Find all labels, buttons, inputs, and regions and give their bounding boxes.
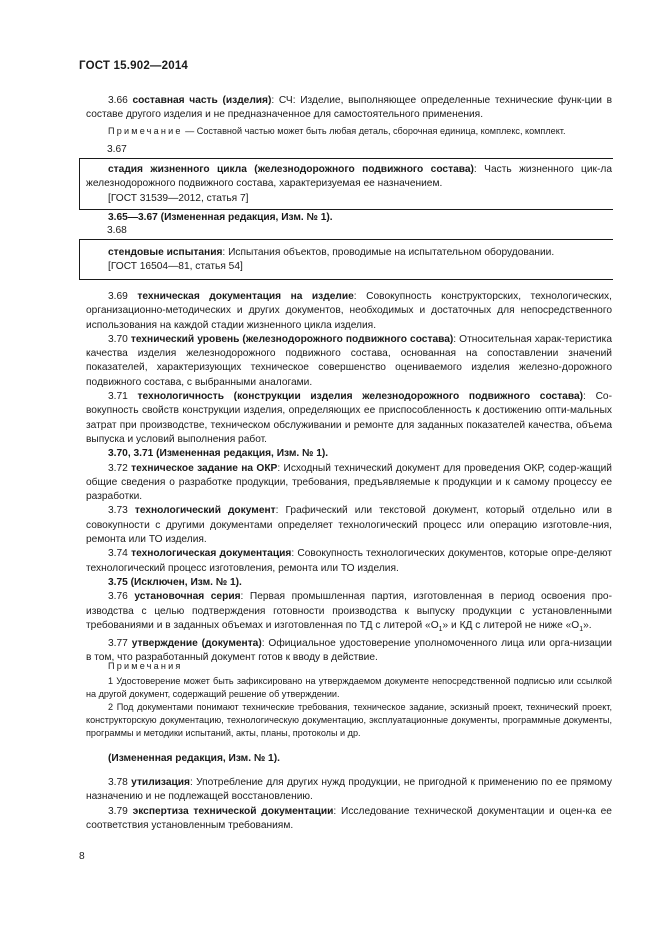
definition: : Испытания объектов, проводимые на испытательном оборудовании. [222, 247, 555, 258]
clause-3-69: 3.69 техническая документация на изделие: Совокупность конструкторских, технологических, организационно-методических и других документов, необходимых и достаточных для непосредственного использования на каждой стадии жизненного цикла изделия. [86, 291, 612, 331]
clause-3-79: 3.79 экспертиза технической документации: Исследование технической документации и оцен-ка ее соответствия установленным требованиям. [86, 805, 612, 831]
clause-3-77: 3.77 утверждение (документа): Официальное удостоверение уполномоченного лица или орга-низации в том, что разработанный документ готов к вводу в действие. [86, 638, 612, 664]
page-header: ГОСТ 15.902—2014 [79, 60, 189, 72]
clause-3-76: 3.76 установочная серия: Первая промышленная партия, изготовленная в период освоения про-изводства с целью подтверждения готовности производства к выпуску продукции с установленными требованиями и в заданных объемах и изготовленная по ТД с литерой «$О_1$» и КД с литерой не ниже «$О_1$». [86, 591, 612, 633]
note-label: Примечание [108, 126, 183, 136]
term: составная часть (изделия) [132, 95, 272, 106]
clause-3-67 [86, 163, 612, 206]
note-text: — Составной частью может быть любая деталь, сборочная единица, комплекс, комплект. [182, 126, 566, 136]
notes-label: Примечания [108, 661, 183, 671]
note-3-66 [86, 125, 612, 138]
clause-3-74: 3.74 технологическая документация: Совокупность технологических документов, которые опре-деляют технологический процесс изготовления, ремонта или ТО изделия. [86, 548, 612, 574]
clause-3-75: 3.75 (Исключен, Изм. № 1). [108, 576, 242, 588]
clause-3-73: 3.73 технологический документ: Графический или текстовой документ, который отдельно или в совокупности с другими документами определяет технологический процесс или операцию изготовле-ния, ремонта или ТО изделия. [86, 505, 612, 546]
definition: : СЧ: Изделие, выполняющее определенные технические функ-ции в составе другого изделия и не предназначенное для самостоятельного применения. [86, 95, 612, 121]
clause-number-3-67: 3.67 [107, 144, 127, 155]
clause-3-70: 3.70 технический уровень (железнодорожного подвижного состава): Относительная харак-теристика качества изделия железнодорожного подвижного состава, основанная на сопоставлении значений показателей, характеризующих техническое совершенство оцениваемого изделия железно-дорожного подвижного состава, с выбранными аналогами. [86, 333, 612, 388]
definition: : Часть жизненного цик-ла железнодорожного подвижного состава, характеризуемая ее назначением. [86, 164, 613, 190]
clause-number-3-68: 3.68 [107, 225, 127, 236]
note-1: 1 Удостоверение может быть зафиксировано на утверждаемом документе непосредственной подписью или ссылкой на другой документ, содержащий решение об утверждении. [86, 676, 612, 699]
note-2: 2 Под документами понимают технические требования, техническое задание, эскизный проект, технический проект, конструкторскую документацию, технологическую документацию, эксплуатационные документы, программные документы, программы и методики испытаний, акты, планы, протоколы и др. [86, 702, 612, 738]
clause-3-71: 3.71 технологичность (конструкции изделия железнодорожного подвижного состава): Со-вокупность свойств конструкции изделия, определяющих ее приспособленность к достижению опти-мальных затрат при производстве, техническом обслуживании и ремонте для заданных показателей качества, объема выпуска и условий выполнения работ. [86, 391, 612, 445]
term: стадия жизненного цикла (железнодорожного подвижного состава) [108, 164, 474, 175]
source-reference: [ГОСТ 31539—2012, статья 7] [108, 192, 249, 204]
clause-3-72: 3.72 техническое задание на ОКР: Исходный технический документ для проведения ОКР, содер-жащий общие сведения о разработке продукции, требования, предъявляемые к продукции и к самому процессу ее разработки. [86, 462, 612, 503]
clauses-end [86, 776, 612, 833]
notes-3-77 [86, 660, 612, 740]
clause-number: 3.66 [108, 95, 128, 106]
clauses-main [86, 290, 612, 666]
clause-3-68 [86, 246, 612, 275]
term: стендовые испытания [108, 247, 223, 258]
change-note-1: 3.65—3.67 (Измененная редакция, Изм. № 1). [108, 212, 333, 223]
change-note-2: 3.70, 3.71 (Измененная редакция, Изм. № 1). [108, 448, 329, 460]
page-number: 8 [79, 851, 85, 862]
change-note-3: (Измененная редакция, Изм. № 1). [108, 753, 280, 764]
source-reference: [ГОСТ 16504—81, статья 54] [108, 261, 243, 273]
clause-3-78: 3.78 утилизация: Употребление для других нужд продукции, не пригодной к применению по ее прямому назначению и не подлежащей восстановлению. [86, 777, 612, 803]
clause-3-66 [86, 94, 612, 123]
